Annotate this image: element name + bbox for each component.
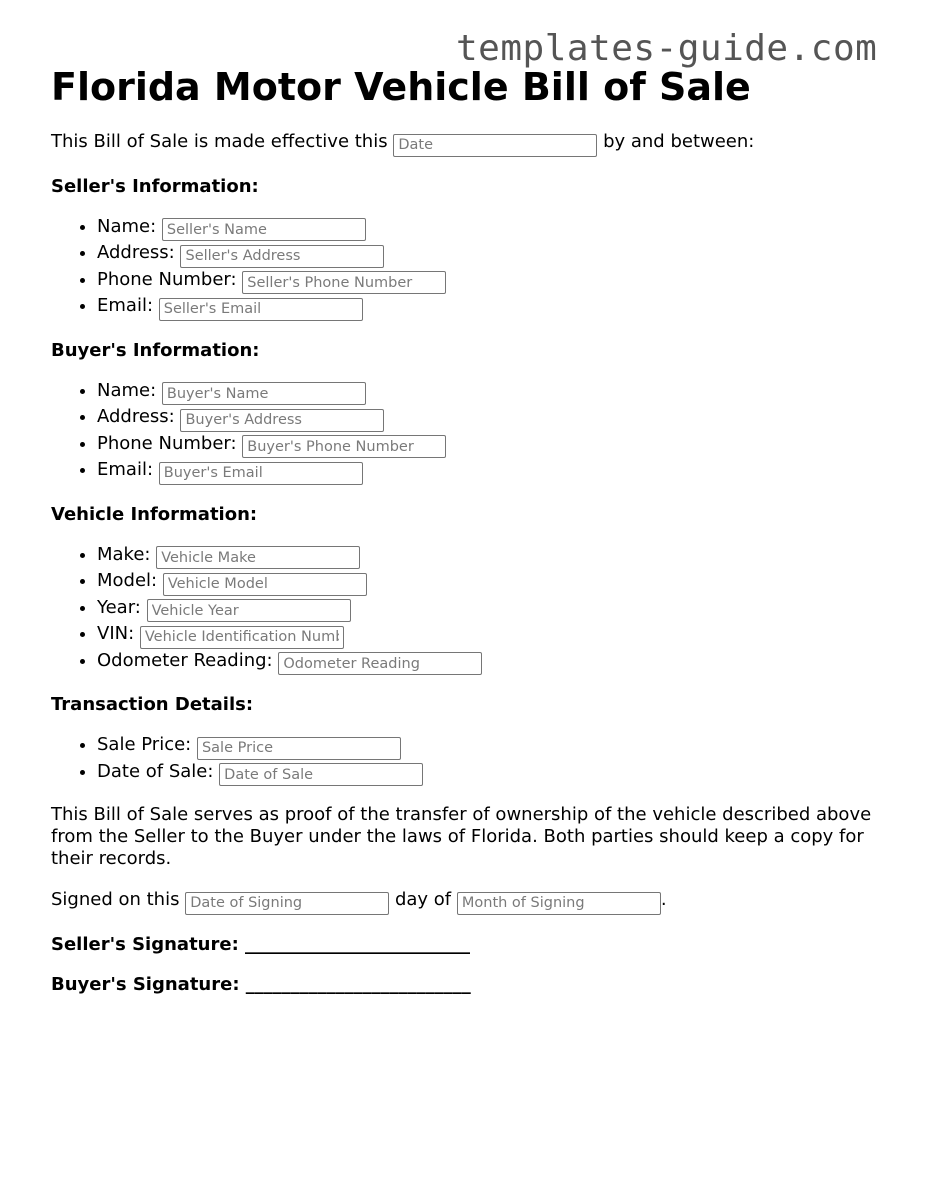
signed-suffix: .	[660, 889, 667, 910]
field-label: Make:	[97, 543, 151, 565]
signed-on-line	[51, 888, 891, 915]
buyer-email-input[interactable]	[159, 462, 363, 485]
watermark: templates-guide.com	[456, 28, 878, 69]
buyer-email-item	[97, 458, 891, 485]
vehicle-vin-input[interactable]	[140, 626, 344, 649]
seller-heading: Seller's Information:	[51, 175, 259, 197]
field-label: VIN:	[97, 623, 135, 644]
date-of-sale-input[interactable]	[219, 763, 423, 786]
vehicle-vin-item	[97, 622, 891, 649]
seller-phone-item	[97, 268, 891, 295]
effective-date-input[interactable]	[393, 134, 597, 157]
intro-suffix: by and between:	[603, 131, 755, 152]
seller-email-input[interactable]	[159, 298, 363, 321]
month-of-signing-input[interactable]	[457, 892, 661, 915]
transaction-fields	[51, 733, 891, 786]
vehicle-odometer-item	[97, 649, 891, 676]
field-label: Odometer Reading:	[97, 649, 273, 671]
seller-name-item	[97, 215, 891, 242]
buyer-heading: Buyer's Information:	[51, 339, 260, 361]
transaction-heading: Transaction Details:	[51, 694, 254, 715]
vehicle-year-item	[97, 596, 891, 623]
vehicle-heading: Vehicle Information:	[51, 503, 258, 525]
vehicle-model-item	[97, 569, 891, 596]
seller-fields	[51, 215, 891, 321]
seller-signature-line: Seller's Signature: _________________________	[51, 933, 471, 955]
vehicle-make-item	[97, 543, 891, 570]
seller-address-input[interactable]	[180, 245, 384, 268]
field-label: Email:	[97, 459, 154, 480]
date-of-signing-input[interactable]	[185, 892, 389, 915]
seller-phone-input[interactable]	[242, 271, 446, 294]
seller-address-item	[97, 241, 891, 268]
ownership-statement: This Bill of Sale serves as proof of the transfer of ownership of the vehicle described above from the Seller to the Buyer under the laws of Florida. Both parties should keep a copy for their records.	[51, 804, 872, 869]
buyer-address-input[interactable]	[180, 409, 384, 432]
field-label: Model:	[97, 570, 158, 591]
signed-prefix: Signed on this	[51, 889, 180, 910]
field-label: Name:	[97, 379, 157, 401]
vehicle-fields	[51, 543, 891, 676]
buyer-address-item	[97, 405, 891, 432]
vehicle-year-input[interactable]	[147, 599, 351, 622]
buyer-signature-line: Buyer's Signature: _________________________	[51, 973, 471, 995]
seller-name-input[interactable]	[162, 218, 366, 241]
vehicle-make-input[interactable]	[156, 546, 360, 569]
buyer-phone-input[interactable]	[242, 435, 446, 458]
intro-prefix: This Bill of Sale is made effective this	[51, 131, 388, 152]
buyer-name-item	[97, 379, 891, 406]
field-label: Address:	[97, 406, 175, 427]
field-label: Phone Number:	[97, 268, 237, 290]
signed-middle: day of	[394, 889, 452, 910]
field-label: Sale Price:	[97, 734, 192, 755]
field-label: Address:	[97, 242, 175, 263]
vehicle-model-input[interactable]	[163, 573, 367, 596]
buyer-fields	[51, 379, 891, 485]
field-label: Year:	[97, 596, 141, 618]
bill-of-sale-form	[51, 64, 891, 997]
page-title: Florida Motor Vehicle Bill of Sale	[51, 65, 751, 109]
sale-price-input[interactable]	[197, 737, 401, 760]
field-label: Name:	[97, 215, 157, 237]
seller-email-item	[97, 294, 891, 321]
sale-price-item	[97, 733, 891, 760]
intro-line	[51, 130, 891, 157]
buyer-phone-item	[97, 432, 891, 459]
field-label: Date of Sale:	[97, 760, 214, 782]
date-of-sale-item	[97, 760, 891, 787]
buyer-name-input[interactable]	[162, 382, 366, 405]
odometer-input[interactable]	[278, 652, 482, 675]
field-label: Email:	[97, 295, 154, 316]
field-label: Phone Number:	[97, 432, 237, 454]
